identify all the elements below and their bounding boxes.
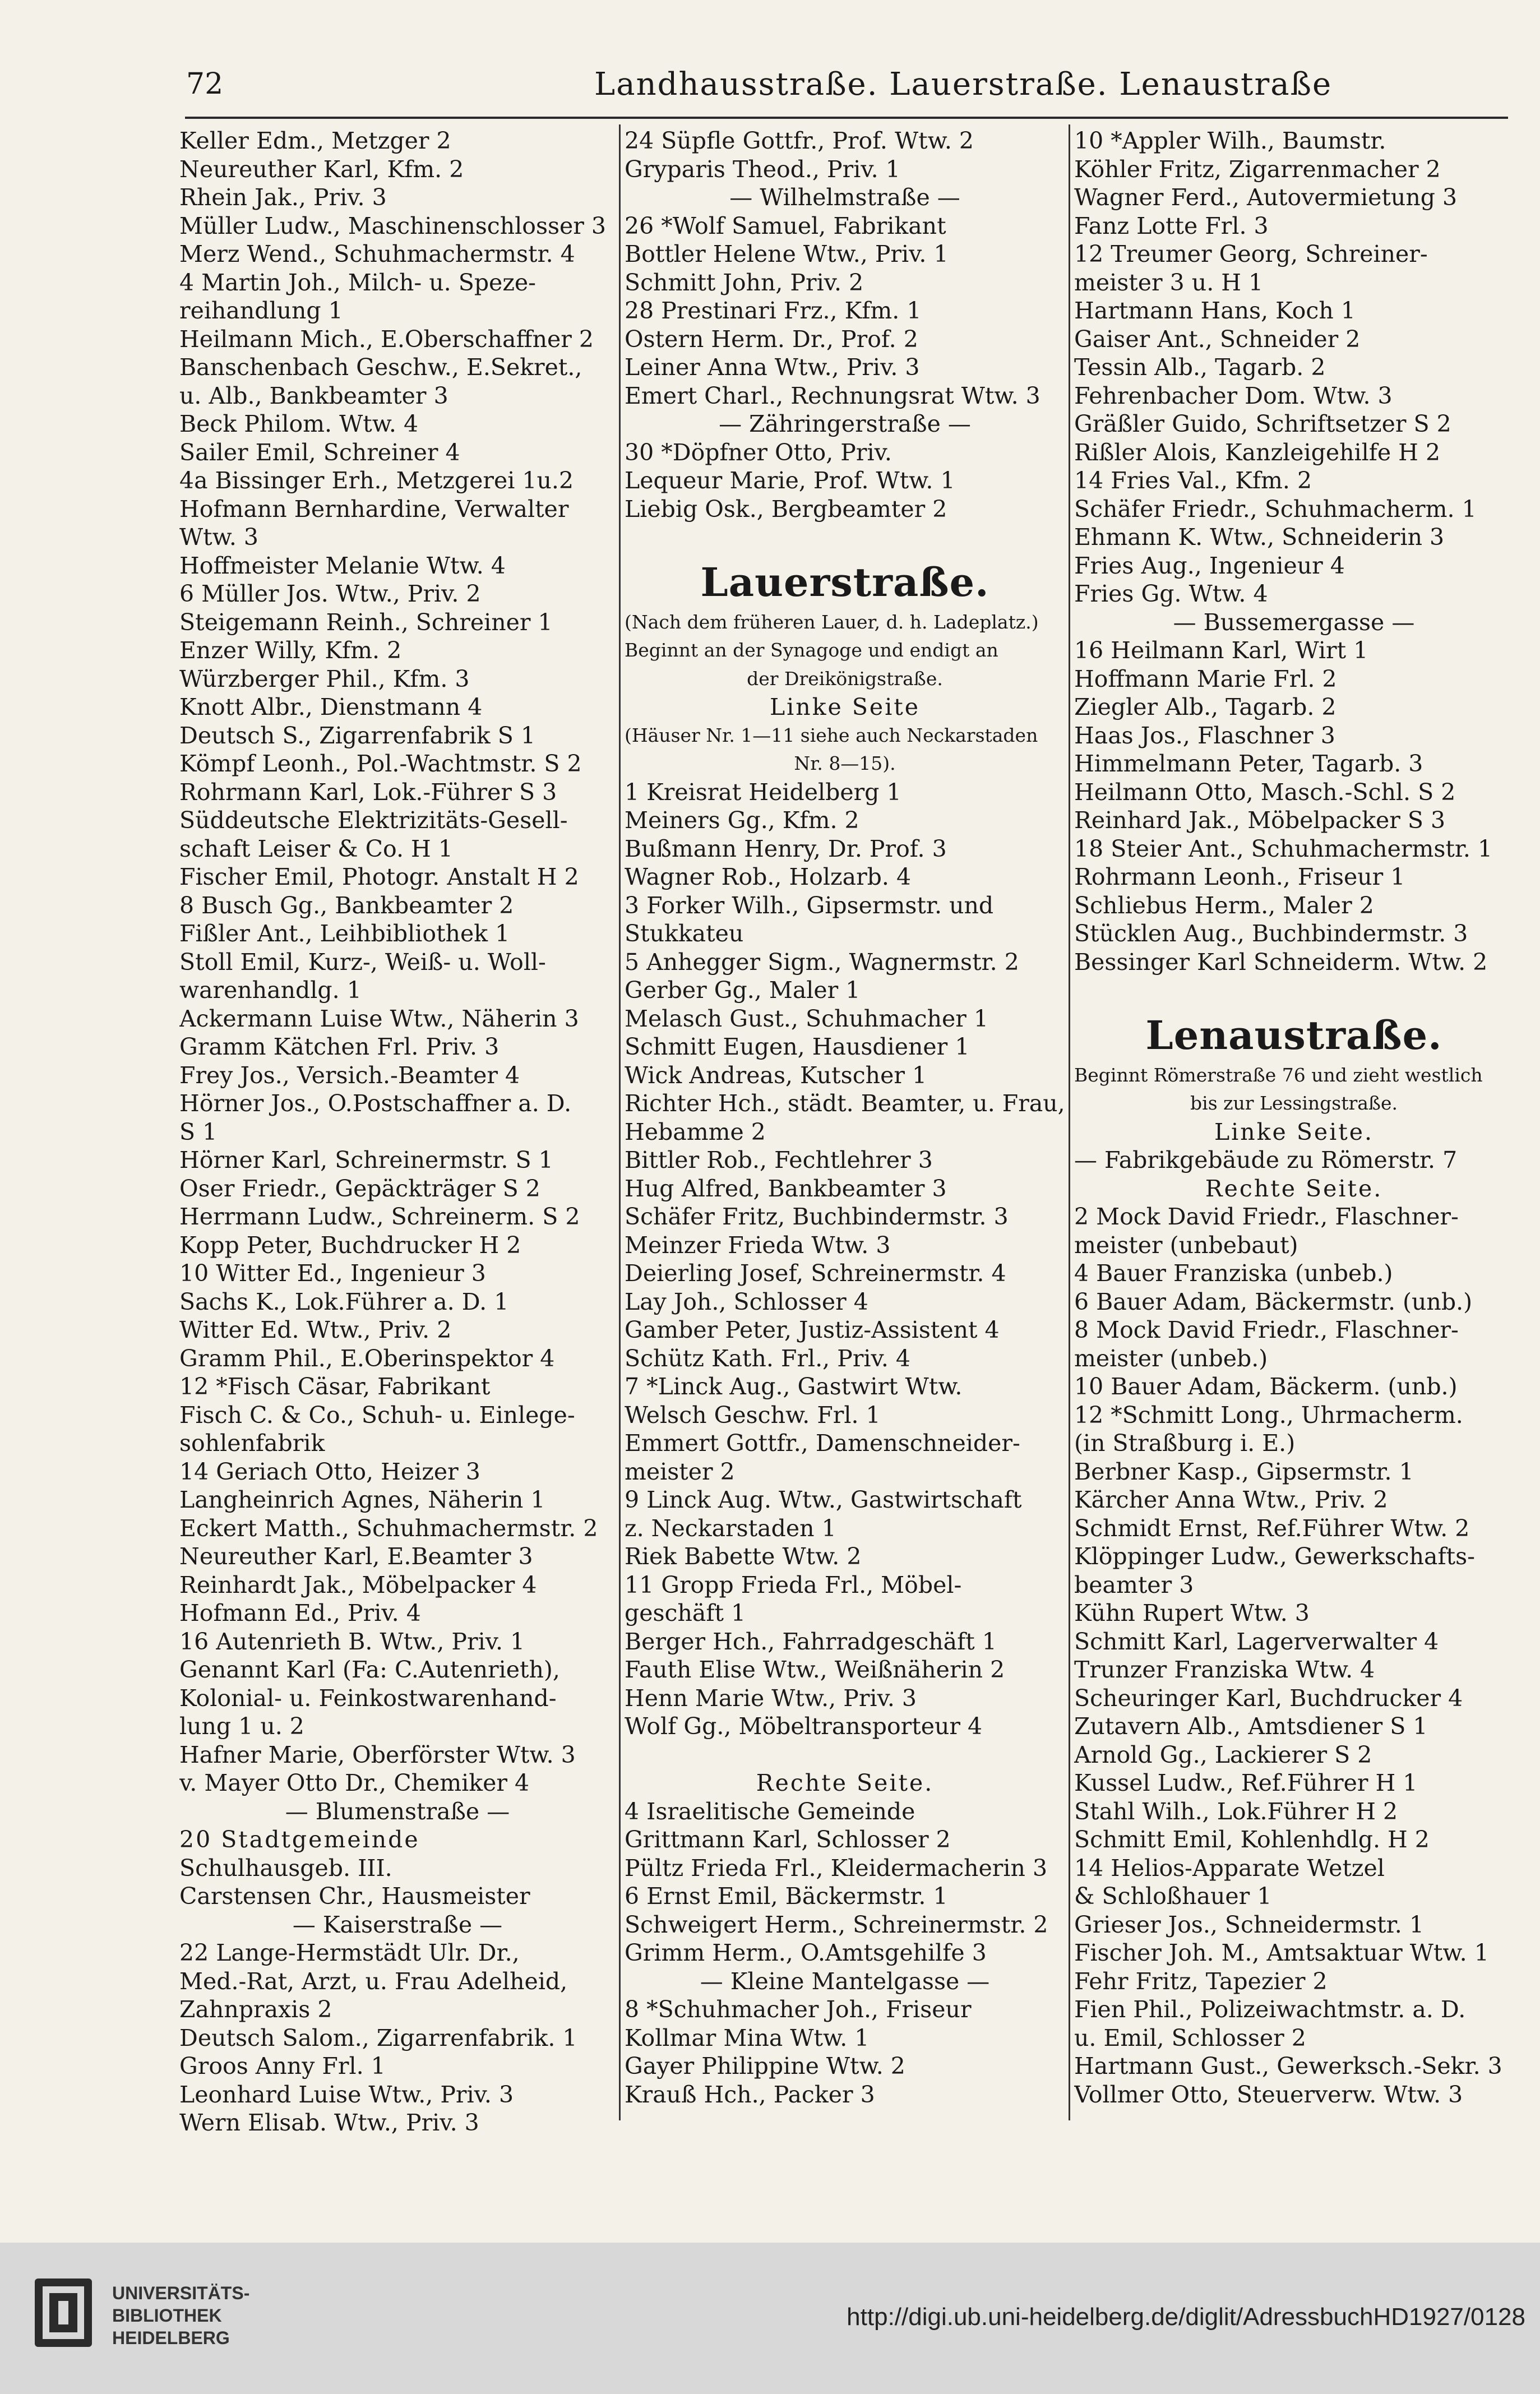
- directory-line: Bottler Helene Wtw., Priv. 1: [625, 241, 949, 267]
- directory-line: Schmitt Eugen, Hausdiener 1: [625, 1033, 970, 1060]
- directory-line: Wtw. 3: [179, 524, 258, 551]
- directory-line: Reinhard Jak., Möbelpacker S 3: [1074, 807, 1446, 834]
- directory-line: Schäfer Fritz, Buchbindermstr. 3: [625, 1203, 1009, 1230]
- directory-line: Wern Elisab. Wtw., Priv. 3: [179, 2109, 479, 2136]
- directory-line: Berbner Kasp., Gipsermstr. 1: [1074, 1458, 1414, 1485]
- directory-line: warenhandlg. 1: [179, 977, 362, 1004]
- column-divider-left: [619, 124, 621, 2120]
- directory-line: Stücklen Aug., Buchbindermstr. 3: [1074, 920, 1468, 947]
- directory-line: 16 Autenrieth B. Wtw., Priv. 1: [179, 1628, 525, 1655]
- directory-line: — Fabrikgebäude zu Römerstr. 7: [1074, 1147, 1458, 1173]
- source-url-link[interactable]: http://digi.ub.uni-heidelberg.de/diglit/AdressbuchHD1927/0128: [847, 2303, 1525, 2331]
- directory-line: Fischer Emil, Photogr. Anstalt H 2: [179, 863, 579, 890]
- directory-line: 26 *Wolf Samuel, Fabrikant: [625, 212, 946, 239]
- directory-line: Eckert Matth., Schuhmachermstr. 2: [179, 1514, 598, 1542]
- directory-line: u. Emil, Schlosser 2: [1074, 2024, 1306, 2051]
- directory-line: 14 Geriach Otto, Heizer 3: [179, 1458, 480, 1485]
- directory-line: Emert Charl., Rechnungsrat Wtw. 3: [625, 382, 1040, 409]
- directory-line: 6 Bauer Adam, Bäckermstr. (unb.): [1074, 1288, 1473, 1315]
- directory-line: Neureuther Karl, E.Beamter 3: [179, 1543, 533, 1570]
- directory-line: 28 Prestinari Frz., Kfm. 1: [625, 297, 922, 324]
- directory-line: Hoffmeister Melanie Wtw. 4: [179, 552, 506, 579]
- directory-line: Hartmann Gust., Gewerksch.-Sekr. 3: [1074, 2053, 1502, 2079]
- directory-line: Rechte Seite.: [756, 1769, 934, 1796]
- directory-line: Reinhardt Jak., Möbelpacker 4: [179, 1571, 537, 1598]
- directory-line: 10 Witter Ed., Ingenieur 3: [179, 1260, 486, 1287]
- directory-line: Kollmar Mina Wtw. 1: [625, 2024, 870, 2051]
- directory-line: Grieser Jos., Schneidermstr. 1: [1074, 1911, 1424, 1938]
- directory-line: 4 Israelitische Gemeinde: [625, 1797, 915, 1825]
- directory-line: — Bussemergasse —: [1173, 608, 1415, 636]
- directory-line: Himmelmann Peter, Tagarb. 3: [1074, 750, 1423, 777]
- directory-line: Deutsch S., Zigarrenfabrik S 1: [179, 722, 535, 749]
- directory-line: 24 Süpfle Gottfr., Prof. Wtw. 2: [625, 127, 974, 154]
- directory-line: Fehr Fritz, Tapezier 2: [1074, 1967, 1328, 1995]
- directory-line: Gamber Peter, Justiz-Assistent 4: [625, 1316, 1000, 1343]
- directory-line: Beginnt Römerstraße 76 und zieht westlich: [1074, 1064, 1483, 1086]
- directory-line: Schmitt Karl, Lagerverwalter 4: [1074, 1628, 1439, 1655]
- directory-line: Gramm Phil., E.Oberinspektor 4: [179, 1344, 555, 1372]
- directory-line: 12 *Fisch Cäsar, Fabrikant: [179, 1373, 491, 1400]
- library-name: [112, 2282, 249, 2349]
- directory-line: 5 Anhegger Sigm., Wagnermstr. 2: [625, 948, 1019, 976]
- directory-line: 9 Linck Aug. Wtw., Gastwirtschaft: [625, 1486, 1022, 1513]
- directory-line: Wagner Ferd., Autovermietung 3: [1074, 184, 1458, 211]
- directory-line: Scheuringer Karl, Buchdrucker 4: [1074, 1684, 1463, 1712]
- directory-line: Rohrmann Karl, Lok.-Führer S 3: [179, 778, 557, 806]
- directory-line: Liebig Osk., Bergbeamter 2: [625, 495, 947, 523]
- directory-line: Stukkateu: [625, 920, 744, 947]
- directory-line: Fries Gg. Wtw. 4: [1074, 580, 1268, 607]
- directory-line: Heilmann Mich., E.Oberschaffner 2: [179, 325, 594, 353]
- directory-line: Zutavern Alb., Amtsdiener S 1: [1074, 1713, 1428, 1740]
- directory-line: Pültz Frieda Frl., Kleidermacherin 3: [625, 1854, 1048, 1882]
- directory-line: reihandlung 1: [179, 297, 343, 324]
- directory-line: 8 Busch Gg., Bankbeamter 2: [179, 891, 514, 919]
- directory-line: Deutsch Salom., Zigarrenfabrik. 1: [179, 2024, 577, 2051]
- directory-line: Ostern Herm. Dr., Prof. 2: [625, 325, 918, 353]
- directory-line: Keller Edm., Metzger 2: [179, 127, 451, 154]
- street-heading: Lauerstraße.: [700, 558, 989, 606]
- directory-line: schaft Leiser & Co. H 1: [179, 835, 453, 862]
- directory-line: [625, 523, 1065, 552]
- directory-line: z. Neckarstaden 1: [625, 1514, 836, 1542]
- directory-line: Fisch C. & Co., Schuh- u. Einlege-: [179, 1401, 575, 1429]
- directory-line: [625, 1741, 1065, 1769]
- directory-line: 7 *Linck Aug., Gastwirt Wtw.: [625, 1373, 963, 1400]
- directory-line: 30 *Döpfner Otto, Priv.: [625, 438, 892, 466]
- street-heading: Lenaustraße.: [1145, 1011, 1442, 1059]
- directory-line: v. Mayer Otto Dr., Chemiker 4: [179, 1769, 530, 1796]
- directory-line: Hofmann Bernhardine, Verwalter: [179, 495, 569, 523]
- directory-line: (Nach dem früheren Lauer, d. h. Ladeplatz.): [625, 611, 1039, 633]
- directory-line: Gaiser Ant., Schneider 2: [1074, 325, 1361, 353]
- directory-line: Kolonial- u. Feinkostwarenhand-: [179, 1684, 557, 1712]
- directory-line: Hafner Marie, Oberförster Wtw. 3: [179, 1741, 576, 1768]
- directory-line: Stoll Emil, Kurz-, Weiß- u. Woll-: [179, 948, 546, 976]
- directory-line: Fien Phil., Polizeiwachtmstr. a. D.: [1074, 1996, 1466, 2023]
- library-line-1: UNIVERSITÄTS-: [112, 2283, 250, 2303]
- directory-line: Tessin Alb., Tagarb. 2: [1074, 354, 1326, 381]
- directory-line: u. Alb., Bankbeamter 3: [179, 382, 448, 409]
- directory-line: Schmitt John, Priv. 2: [625, 269, 864, 296]
- directory-line: Steigemann Reinh., Schreiner 1: [179, 608, 553, 636]
- directory-line: Wolf Gg., Möbeltransporteur 4: [625, 1713, 983, 1740]
- directory-line: Henn Marie Wtw., Priv. 3: [625, 1684, 917, 1712]
- directory-line: 6 Ernst Emil, Bäckermstr. 1: [625, 1883, 948, 1910]
- directory-line: der Dreikönigstraße.: [747, 667, 943, 690]
- directory-line: Nr. 8—15).: [794, 752, 896, 774]
- directory-line: Meinzer Frieda Wtw. 3: [625, 1231, 891, 1259]
- directory-line: 11 Gropp Frieda Frl., Möbel-: [625, 1571, 962, 1598]
- directory-line: Rißler Alois, Kanzleigehilfe H 2: [1074, 438, 1441, 466]
- directory-line: Kopp Peter, Buchdrucker H 2: [179, 1231, 521, 1259]
- directory-line: Kühn Rupert Wtw. 3: [1074, 1600, 1310, 1626]
- column-left: [179, 127, 616, 2137]
- column-middle: [625, 127, 1065, 2109]
- directory-line: Hartmann Hans, Koch 1: [1074, 297, 1356, 324]
- running-head: Landhausstraße. Lauerstraße. Lenaustraße: [594, 66, 1333, 103]
- directory-line: Lequeur Marie, Prof. Wtw. 1: [625, 467, 955, 494]
- directory-line: Wick Andreas, Kutscher 1: [625, 1061, 927, 1089]
- directory-line: Schmitt Emil, Kohlenhdlg. H 2: [1074, 1826, 1430, 1853]
- directory-line: Gräßler Guido, Schriftsetzer S 2: [1074, 410, 1451, 437]
- directory-line: meister 2: [625, 1458, 735, 1485]
- directory-line: Kärcher Anna Wtw., Priv. 2: [1074, 1486, 1388, 1513]
- directory-line: Grimm Herm., O.Amtsgehilfe 3: [625, 1939, 987, 1966]
- directory-line: Fries Aug., Ingenieur 4: [1074, 552, 1345, 579]
- directory-line: Linke Seite.: [1214, 1118, 1374, 1145]
- directory-line: Meiners Gg., Kfm. 2: [625, 807, 859, 834]
- directory-line: Rechte Seite.: [1205, 1175, 1383, 1202]
- directory-line: Rhein Jak., Priv. 3: [179, 184, 387, 211]
- directory-line: Richter Hch., städt. Beamter, u. Frau,: [625, 1090, 1065, 1117]
- directory-line: meister 3 u. H 1: [1074, 269, 1264, 296]
- directory-line: Gryparis Theod., Priv. 1: [625, 155, 900, 183]
- directory-line: bis zur Lessingstraße.: [1190, 1092, 1398, 1114]
- directory-line: Grittmann Karl, Schlosser 2: [625, 1826, 951, 1853]
- directory-line: Carstensen Chr., Hausmeister: [179, 1883, 530, 1910]
- directory-line: Süddeutsche Elektrizitäts-Gesell-: [179, 807, 568, 834]
- directory-line: 12 Treumer Georg, Schreiner-: [1074, 241, 1428, 267]
- directory-line: Hebamme 2: [625, 1118, 766, 1145]
- directory-line: 3 Forker Wilh., Gipsermstr. und: [625, 891, 994, 919]
- directory-line: Frey Jos., Versich.-Beamter 4: [179, 1061, 520, 1089]
- column-right: [1074, 127, 1514, 2109]
- directory-line: 14 Fries Val., Kfm. 2: [1074, 467, 1312, 494]
- directory-line: Langheinrich Agnes, Näherin 1: [179, 1486, 545, 1513]
- directory-line: 4 Martin Joh., Milch- u. Speze-: [179, 269, 537, 296]
- directory-line: Beck Philom. Wtw. 4: [179, 410, 419, 437]
- directory-line: Schmidt Ernst, Ref.Führer Wtw. 2: [1074, 1514, 1470, 1542]
- directory-line: — Zähringerstraße —: [719, 410, 971, 437]
- directory-line: Oser Friedr., Gepäckträger S 2: [179, 1175, 540, 1202]
- directory-line: Vollmer Otto, Steuerverw. Wtw. 3: [1074, 2081, 1463, 2108]
- directory-line: 1 Kreisrat Heidelberg 1: [625, 778, 901, 806]
- directory-line: Ackermann Luise Wtw., Näherin 3: [179, 1005, 579, 1032]
- directory-line: 8 *Schuhmacher Joh., Friseur: [625, 1996, 972, 2023]
- directory-line: meister (unbeb.): [1074, 1344, 1268, 1372]
- directory-line: Leiner Anna Wtw., Priv. 3: [625, 354, 920, 381]
- directory-line: Groos Anny Frl. 1: [179, 2053, 386, 2079]
- directory-line: beamter 3: [1074, 1571, 1194, 1598]
- directory-line: Berger Hch., Fahrradgeschäft 1: [625, 1628, 997, 1655]
- directory-line: geschäft 1: [625, 1600, 746, 1626]
- directory-line: — Kleine Mantelgasse —: [700, 1967, 990, 1995]
- directory-line: Schütz Kath. Frl., Priv. 4: [625, 1344, 910, 1372]
- directory-line: Klöppinger Ludw., Gewerkschafts-: [1074, 1543, 1475, 1570]
- directory-line: Schäfer Friedr., Schuhmacherm. 1: [1074, 495, 1477, 523]
- directory-line: Knott Albr., Dienstmann 4: [179, 694, 483, 720]
- directory-line: Ziegler Alb., Tagarb. 2: [1074, 694, 1336, 720]
- directory-line: [1074, 976, 1514, 1005]
- directory-line: 16 Heilmann Karl, Wirt 1: [1074, 637, 1368, 664]
- directory-line: Fanz Lotte Frl. 3: [1074, 212, 1269, 239]
- directory-line: Bessinger Karl Schneiderm. Wtw. 2: [1074, 948, 1488, 976]
- viewer-footer: [0, 2243, 1540, 2394]
- directory-line: Kömpf Leonh., Pol.-Wachtmstr. S 2: [179, 750, 582, 777]
- directory-line: Rohrmann Leonh., Friseur 1: [1074, 863, 1405, 890]
- directory-line: Ehmann K. Wtw., Schneiderin 3: [1074, 524, 1445, 551]
- directory-line: & Schloßhauer 1: [1074, 1883, 1272, 1910]
- directory-line: Bittler Rob., Fechtlehrer 3: [625, 1147, 933, 1173]
- directory-line: Merz Wend., Schuhmachermstr. 4: [179, 241, 575, 267]
- directory-line: — Wilhelmstraße —: [729, 184, 960, 211]
- directory-line: 14 Helios-Apparate Wetzel: [1074, 1854, 1385, 1882]
- directory-line: Fehrenbacher Dom. Wtw. 3: [1074, 382, 1393, 409]
- library-line-2: BIBLIOTHEK: [112, 2305, 222, 2326]
- header-rule: [185, 117, 1508, 119]
- page-number: 72: [186, 67, 224, 101]
- directory-line: Hörner Karl, Schreinermstr. S 1: [179, 1147, 553, 1173]
- directory-line: Leonhard Luise Wtw., Priv. 3: [179, 2081, 514, 2108]
- directory-line: Hörner Jos., O.Postschaffner a. D.: [179, 1090, 572, 1117]
- directory-line: Trunzer Franziska Wtw. 4: [1074, 1656, 1375, 1683]
- directory-line: Fischer Joh. M., Amtsaktuar Wtw. 1: [1074, 1939, 1489, 1966]
- directory-line: Haas Jos., Flaschner 3: [1074, 722, 1335, 749]
- directory-line: 2 Mock David Friedr., Flaschner-: [1074, 1203, 1459, 1230]
- directory-line: Fauth Elise Wtw., Weißnäherin 2: [625, 1656, 1005, 1683]
- directory-line: Würzberger Phil., Kfm. 3: [179, 665, 470, 692]
- directory-line: Riek Babette Wtw. 2: [625, 1543, 862, 1570]
- column-divider-right: [1069, 124, 1070, 2120]
- directory-line: Herrmann Ludw., Schreinerm. S 2: [179, 1203, 580, 1230]
- directory-line: 22 Lange-Hermstädt Ulr. Dr.,: [179, 1939, 520, 1966]
- directory-line: Köhler Fritz, Zigarrenmacher 2: [1074, 155, 1441, 183]
- directory-line: S 1: [179, 1118, 218, 1145]
- directory-line: Hug Alfred, Bankbeamter 3: [625, 1175, 947, 1202]
- directory-line: 12 *Schmitt Long., Uhrmacherm.: [1074, 1401, 1463, 1429]
- directory-line: Wagner Rob., Holzarb. 4: [625, 863, 912, 890]
- directory-line: Sachs K., Lok.Führer a. D. 1: [179, 1288, 509, 1315]
- university-seal-icon: [33, 2276, 94, 2349]
- directory-line: Hoffmann Marie Frl. 2: [1074, 665, 1337, 692]
- directory-line: Gramm Kätchen Frl. Priv. 3: [179, 1033, 500, 1060]
- directory-line: Kussel Ludw., Ref.Führer H 1: [1074, 1769, 1418, 1796]
- directory-line: 4a Bissinger Erh., Metzgerei 1u.2: [179, 467, 574, 494]
- directory-line: Fißler Ant., Leihbibliothek 1: [179, 920, 510, 947]
- directory-line: Welsch Geschw. Frl. 1: [625, 1401, 881, 1429]
- directory-line: Linke Seite: [769, 694, 921, 720]
- library-line-3: HEIDELBERG: [112, 2328, 230, 2348]
- directory-line: lung 1 u. 2: [179, 1713, 304, 1740]
- directory-line: Melasch Gust., Schuhmacher 1: [625, 1005, 988, 1032]
- directory-line: Müller Ludw., Maschinenschlosser 3: [179, 212, 607, 239]
- directory-line: Beginnt an der Synagoge und endigt an: [625, 639, 998, 661]
- directory-line: Gayer Philippine Wtw. 2: [625, 2053, 905, 2079]
- directory-line: 20 Stadtgemeinde: [179, 1826, 420, 1853]
- directory-line: — Blumenstraße —: [285, 1797, 510, 1825]
- directory-line: Med.-Rat, Arzt, u. Frau Adelheid,: [179, 1967, 568, 1995]
- directory-line: Genannt Karl (Fa: C.Autenrieth),: [179, 1656, 560, 1683]
- directory-line: — Kaiserstraße —: [292, 1911, 503, 1938]
- directory-line: Hofmann Ed., Priv. 4: [179, 1600, 421, 1626]
- directory-line: Schweigert Herm., Schreinermstr. 2: [625, 1911, 1048, 1938]
- directory-line: Banschenbach Geschw., E.Sekret.,: [179, 354, 582, 381]
- directory-line: Emmert Gottfr., Damenschneider-: [625, 1430, 1020, 1457]
- directory-line: sohlenfabrik: [179, 1430, 325, 1457]
- directory-line: Zahnpraxis 2: [179, 1996, 332, 2023]
- directory-line: Neureuther Karl, Kfm. 2: [179, 155, 464, 183]
- directory-line: 10 Bauer Adam, Bäckerm. (unb.): [1074, 1373, 1458, 1400]
- directory-line: Gerber Gg., Maler 1: [625, 977, 861, 1004]
- directory-line: 18 Steier Ant., Schuhmachermstr. 1: [1074, 835, 1493, 862]
- directory-line: (Häuser Nr. 1—11 siehe auch Neckarstaden: [625, 724, 1038, 746]
- directory-line: 10 *Appler Wilh., Baumstr.: [1074, 127, 1386, 154]
- directory-line: meister (unbebaut): [1074, 1231, 1298, 1259]
- directory-line: Sailer Emil, Schreiner 4: [179, 438, 460, 466]
- directory-line: Heilmann Otto, Masch.-Schl. S 2: [1074, 778, 1456, 806]
- directory-line: (in Straßburg i. E.): [1074, 1430, 1296, 1457]
- directory-line: Bußmann Henry, Dr. Prof. 3: [625, 835, 947, 862]
- directory-line: 8 Mock David Friedr., Flaschner-: [1074, 1316, 1459, 1343]
- directory-line: Deierling Josef, Schreinermstr. 4: [625, 1260, 1006, 1287]
- directory-line: Witter Ed. Wtw., Priv. 2: [179, 1316, 452, 1343]
- directory-line: Enzer Willy, Kfm. 2: [179, 637, 402, 664]
- directory-line: Stahl Wilh., Lok.Führer H 2: [1074, 1797, 1398, 1825]
- directory-line: Lay Joh., Schlosser 4: [625, 1288, 868, 1315]
- directory-line: 4 Bauer Franziska (unbeb.): [1074, 1260, 1393, 1287]
- directory-line: 6 Müller Jos. Wtw., Priv. 2: [179, 580, 481, 607]
- directory-line: Schliebus Herm., Maler 2: [1074, 891, 1374, 919]
- directory-line: Schulhausgeb. III.: [179, 1854, 392, 1882]
- directory-line: Krauß Hch., Packer 3: [625, 2081, 875, 2108]
- directory-line: Arnold Gg., Lackierer S 2: [1074, 1741, 1372, 1768]
